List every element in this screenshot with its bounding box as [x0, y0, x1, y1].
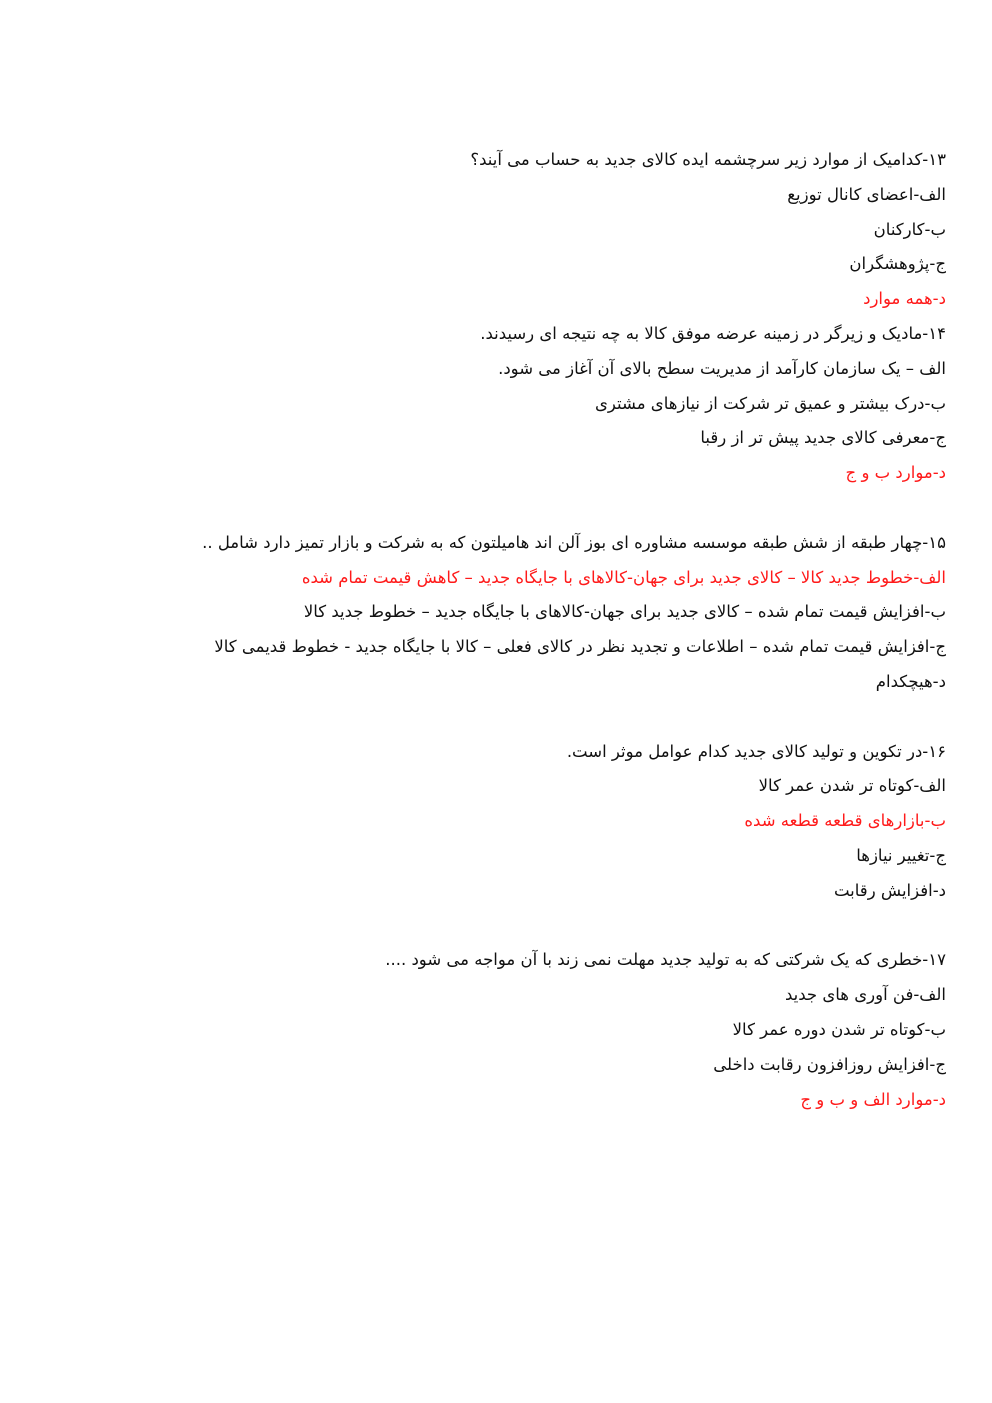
option-item: ب-افزایش قیمت تمام شده – کالای جدید برای جهان-کالاهای با جایگاه جدید – خطوط جدید کالا — [303, 602, 946, 622]
option-item: ب-کوتاه تر شدن دوره عمر کالا — [732, 1019, 946, 1039]
paragraph-gap — [126, 491, 946, 526]
correct-option: د-موارد ب و ج — [845, 463, 946, 483]
paragraph-gap — [126, 909, 946, 944]
option-item: د-هیچکدام — [875, 671, 946, 691]
option-item: ب-درک بیشتر و عمیق تر شرکت از نیازهای مشتری — [595, 393, 946, 413]
option-item: ج-معرفی کالای جدید پیش تر از رقبا — [700, 428, 946, 448]
option-item: د-افزایش رقابت — [833, 880, 946, 900]
option-item: ج-افزایش روزافزون رقابت داخلی — [713, 1054, 946, 1074]
option-item: ج-پژوهشگران — [849, 254, 946, 274]
option-item: الف-فن آوری های جدید — [784, 985, 946, 1005]
correct-option: د-همه موارد — [863, 289, 946, 309]
option-item: الف-اعضای کانال توزیع — [787, 184, 946, 204]
question-stem: ۱۳-کدامیک از موارد زیر سرچشمه ایده کالای جدید به حساب می آیند؟ — [470, 150, 946, 169]
option-item: ج-افزایش قیمت تمام شده – اطلاعات و تجدید نظر در کالای فعلی – کالا با جایگاه جدید - خطوط قدیمی کالا — [214, 637, 946, 657]
correct-option: ب-بازارهای قطعه قطعه شده — [744, 811, 946, 831]
correct-option: الف-خطوط جدید کالا – کالای جدید برای جهان-کالاهای با جایگاه جدید – کاهش قیمت تمام شده — [301, 567, 946, 587]
option-item: ب-کارکنان — [873, 219, 946, 239]
option-item: الف-کوتاه تر شدن عمر کالا — [758, 776, 946, 796]
correct-option: د-موارد الف و ب و ج — [800, 1089, 946, 1109]
question-stem: ۱۶-در تکوین و تولید کالای جدید کدام عوامل موثر است. — [566, 741, 946, 761]
option-item: ج-تغییر نیازها — [856, 845, 946, 865]
paragraph-gap — [126, 700, 946, 735]
question-stem: ۱۴-مادیک و زیرگر در زمینه عرضه موفق کالا به چه نتیجه ای رسیدند. — [480, 323, 946, 343]
option-item: الف – یک سازمان کارآمد از مدیریت سطح بالای آن آغاز می شود. — [498, 358, 946, 378]
question-stem: ۱۵-چهار طبقه از شش طبقه موسسه مشاوره ای بوز آلن اند هامیلتون که به شرکت و بازار تمیز دارد شامل .. — [202, 532, 946, 552]
question-list — [126, 143, 946, 1117]
question-stem: ۱۷-خطری که یک شرکتی که به تولید جدید مهلت نمی زند با آن مواجه می شود .... — [385, 950, 946, 970]
